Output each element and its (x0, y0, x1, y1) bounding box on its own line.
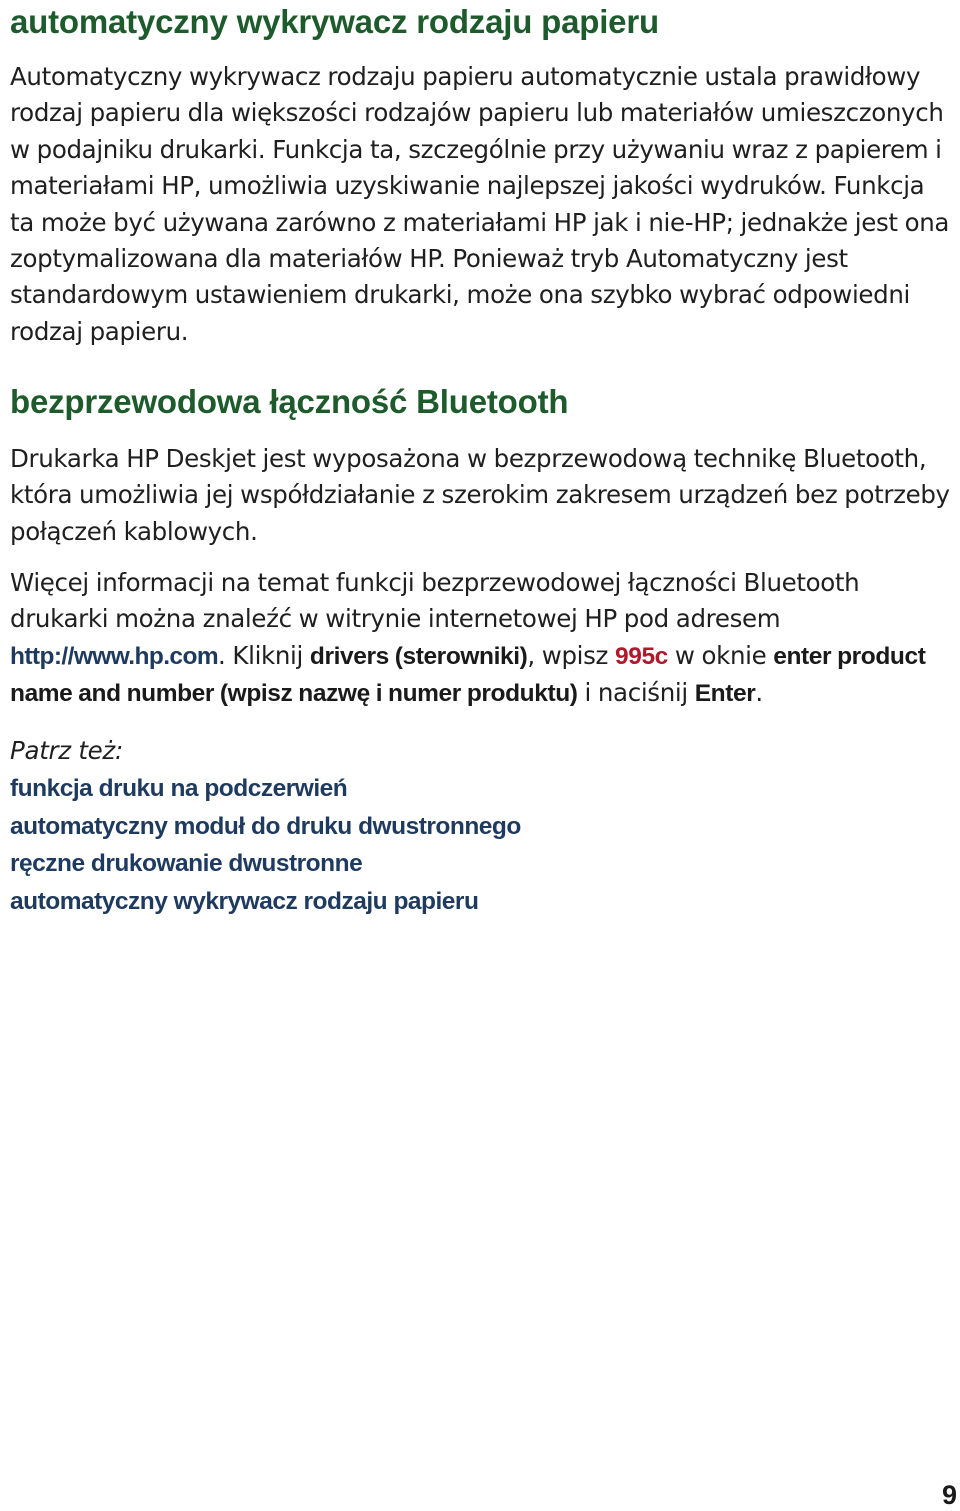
bluetooth-info-intro: Więcej informacji na temat funkcji bezprzewodowej łączności Bluetooth drukarki można znaleźć w witrynie internetowej HP pod adresem (10, 568, 860, 634)
see-also-link-paper-detector[interactable]: automatyczny wykrywacz rodzaju papieru (10, 887, 479, 915)
see-also-link-infrared[interactable]: funkcja druku na podczerwień (10, 775, 348, 802)
text-end: . (755, 678, 763, 708)
hp-website-link[interactable]: http://www.hp.com (10, 642, 219, 670)
see-also-section (10, 733, 521, 920)
text-press: i naciśnij (577, 678, 695, 708)
section-title-paper-detector: automatyczny wykrywacz rodzaju papieru (10, 3, 659, 40)
text-click: . Kliknij (218, 640, 310, 670)
product-field-term: enter product name and number (wpisz nazwę i numer produktu) (10, 642, 926, 708)
see-also-link-manual-duplex[interactable]: ręczne drukowanie dwustronne (10, 850, 363, 877)
bluetooth-paragraph-2 (10, 565, 955, 713)
drivers-term: drivers (sterowniki) (309, 642, 528, 670)
text-type: , wpisz (527, 640, 615, 670)
section-title-bluetooth: bezprzewodowa łączność Bluetooth (10, 383, 569, 420)
bluetooth-paragraph-1: Drukarka HP Deskjet jest wyposażona w bezprzewodową technikę Bluetooth, która umożliwia jej współdziałanie z szerokim zakresem urządzeń bez potrzeby połączeń kablowych. (10, 444, 950, 546)
text-in-field: w oknie (667, 640, 774, 670)
see-also-link-auto-duplex[interactable]: automatyczny moduł do druku dwustronnego (10, 812, 521, 840)
see-also-label: Patrz też: (10, 736, 123, 765)
model-number: 995c (615, 642, 668, 670)
enter-key-term: Enter (694, 680, 756, 708)
paper-detector-paragraph: Automatyczny wykrywacz rodzaju papieru automatycznie ustala prawidłowy rodzaj papieru dla większości rodzajów papieru lub materiałów umieszczonych w podajniku drukarki. Funkcja ta, szczególnie przy używaniu wraz z papierem i materiałami HP, umożliwia uzyskiwanie najlepszej jakości wydruków. Funkcja ta może być używana zarówno z materiałami HP jak i nie-HP; jednakże jest ona zoptymalizowana dla materiałów HP. Ponieważ tryb Automatyczny jest standardowym ustawieniem drukarki, może ona szybko wybrać odpowiedni rodzaj papieru. (10, 62, 950, 346)
page-number: 9 (941, 1480, 957, 1510)
